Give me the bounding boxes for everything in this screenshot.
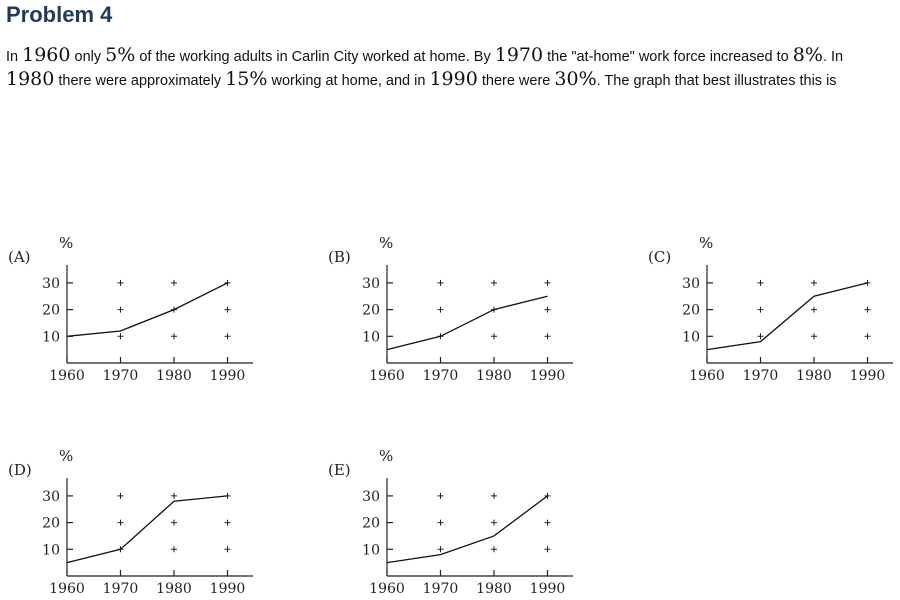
- grid-plus-mark: [118, 307, 124, 313]
- y-tick-label: 30: [362, 275, 380, 292]
- option-label: (B): [328, 248, 351, 266]
- x-tick-label: 1990: [209, 368, 246, 384]
- data-line: [67, 496, 228, 563]
- grid-plus-mark: [171, 520, 177, 526]
- x-tick-label: 1960: [49, 581, 85, 597]
- grid-plus-mark: [171, 280, 177, 286]
- x-tick-label: 1990: [529, 581, 566, 597]
- x-tick-label: 1970: [422, 368, 459, 384]
- option-label: (C): [648, 248, 672, 266]
- problem-text: . In: [822, 49, 844, 65]
- y-tick-label: 10: [362, 329, 380, 346]
- option-label: (D): [8, 461, 32, 479]
- problem-text: only: [70, 49, 106, 65]
- grid-plus-mark: [758, 307, 764, 313]
- grid-plus-mark: [758, 333, 764, 339]
- grid-plus-mark: [545, 307, 551, 313]
- y-tick-label: 30: [362, 488, 380, 505]
- grid-plus-mark: [438, 546, 444, 552]
- grid-plus-mark: [438, 493, 444, 499]
- y-tick-label: 20: [682, 302, 700, 319]
- math-percent: 8%: [792, 44, 823, 66]
- math-year: 1960: [22, 44, 71, 66]
- grid-plus-mark: [491, 493, 497, 499]
- y-tick-label: 20: [42, 515, 60, 532]
- problem-text: working at home, and in: [267, 73, 430, 89]
- grid-plus-mark: [491, 520, 497, 526]
- problem-text: of the working adults in Carlin City worked at home. By: [135, 49, 495, 65]
- math-year: 1990: [429, 68, 478, 90]
- y-tick-label: 30: [42, 488, 60, 505]
- grid-plus-mark: [118, 280, 124, 286]
- grid-plus-mark: [225, 307, 231, 313]
- grid-plus-mark: [438, 280, 444, 286]
- y-axis-label: %: [59, 234, 74, 252]
- grid-plus-mark: [225, 333, 231, 339]
- data-line: [707, 283, 868, 350]
- y-tick-label: 30: [42, 275, 60, 292]
- grid-plus-mark: [438, 520, 444, 526]
- grid-plus-mark: [118, 333, 124, 339]
- x-tick-label: 1970: [422, 581, 459, 597]
- option-label: (E): [328, 461, 351, 479]
- x-tick-label: 1960: [369, 581, 405, 597]
- grid-plus-mark: [225, 546, 231, 552]
- grid-plus-mark: [545, 333, 551, 339]
- y-tick-label: 10: [42, 542, 60, 559]
- data-line: [387, 496, 548, 563]
- y-tick-label: 10: [682, 329, 700, 346]
- grid-plus-mark: [811, 280, 817, 286]
- grid-plus-mark: [758, 280, 764, 286]
- problem-text: In: [6, 49, 23, 65]
- y-axis-label: %: [699, 234, 714, 252]
- data-line: [387, 296, 548, 349]
- grid-plus-mark: [811, 333, 817, 339]
- x-tick-label: 1970: [102, 368, 139, 384]
- math-year: 1980: [6, 68, 55, 90]
- x-tick-label: 1990: [849, 368, 886, 384]
- grid-plus-mark: [545, 280, 551, 286]
- y-axis-label: %: [379, 447, 394, 465]
- grid-plus-mark: [225, 520, 231, 526]
- x-tick-label: 1970: [102, 581, 139, 597]
- data-line: [67, 283, 228, 336]
- y-tick-label: 20: [362, 515, 380, 532]
- x-tick-label: 1990: [529, 368, 566, 384]
- x-tick-label: 1960: [369, 368, 405, 384]
- x-tick-label: 1970: [742, 368, 779, 384]
- grid-plus-mark: [545, 546, 551, 552]
- problem-text: there were: [477, 73, 555, 89]
- grid-plus-mark: [865, 333, 871, 339]
- grid-plus-mark: [865, 307, 871, 313]
- y-axis-label: %: [59, 447, 74, 465]
- grid-plus-mark: [491, 546, 497, 552]
- grid-plus-mark: [171, 546, 177, 552]
- y-axis-label: %: [379, 234, 394, 252]
- grid-plus-mark: [171, 493, 177, 499]
- grid-plus-mark: [118, 493, 124, 499]
- y-tick-label: 10: [362, 542, 380, 559]
- math-percent: 30%: [554, 68, 597, 90]
- math-percent: 15%: [225, 68, 268, 90]
- x-tick-label: 1980: [796, 368, 832, 384]
- grid-plus-mark: [438, 307, 444, 313]
- grid-plus-mark: [171, 333, 177, 339]
- x-tick-label: 1960: [689, 368, 725, 384]
- math-percent: 5%: [105, 44, 136, 66]
- y-tick-label: 10: [42, 329, 60, 346]
- y-tick-label: 30: [682, 275, 700, 292]
- x-tick-label: 1960: [49, 368, 85, 384]
- x-tick-label: 1980: [156, 368, 192, 384]
- problem-text: . The graph that best illustrates this is: [596, 73, 837, 89]
- y-tick-label: 20: [362, 302, 380, 319]
- x-tick-label: 1980: [476, 368, 512, 384]
- x-tick-label: 1980: [476, 581, 512, 597]
- problem-text: the "at-home" work force increased to: [543, 49, 793, 65]
- problem-title: Problem 4: [6, 2, 113, 27]
- option-label: (A): [8, 248, 31, 266]
- problem-text: there were approximately: [54, 73, 226, 89]
- grid-plus-mark: [118, 520, 124, 526]
- x-tick-label: 1990: [209, 581, 246, 597]
- math-year: 1970: [494, 44, 544, 66]
- grid-plus-mark: [491, 333, 497, 339]
- grid-plus-mark: [491, 280, 497, 286]
- y-tick-label: 20: [42, 302, 60, 319]
- grid-plus-mark: [811, 307, 817, 313]
- grid-plus-mark: [545, 520, 551, 526]
- x-tick-label: 1980: [156, 581, 192, 597]
